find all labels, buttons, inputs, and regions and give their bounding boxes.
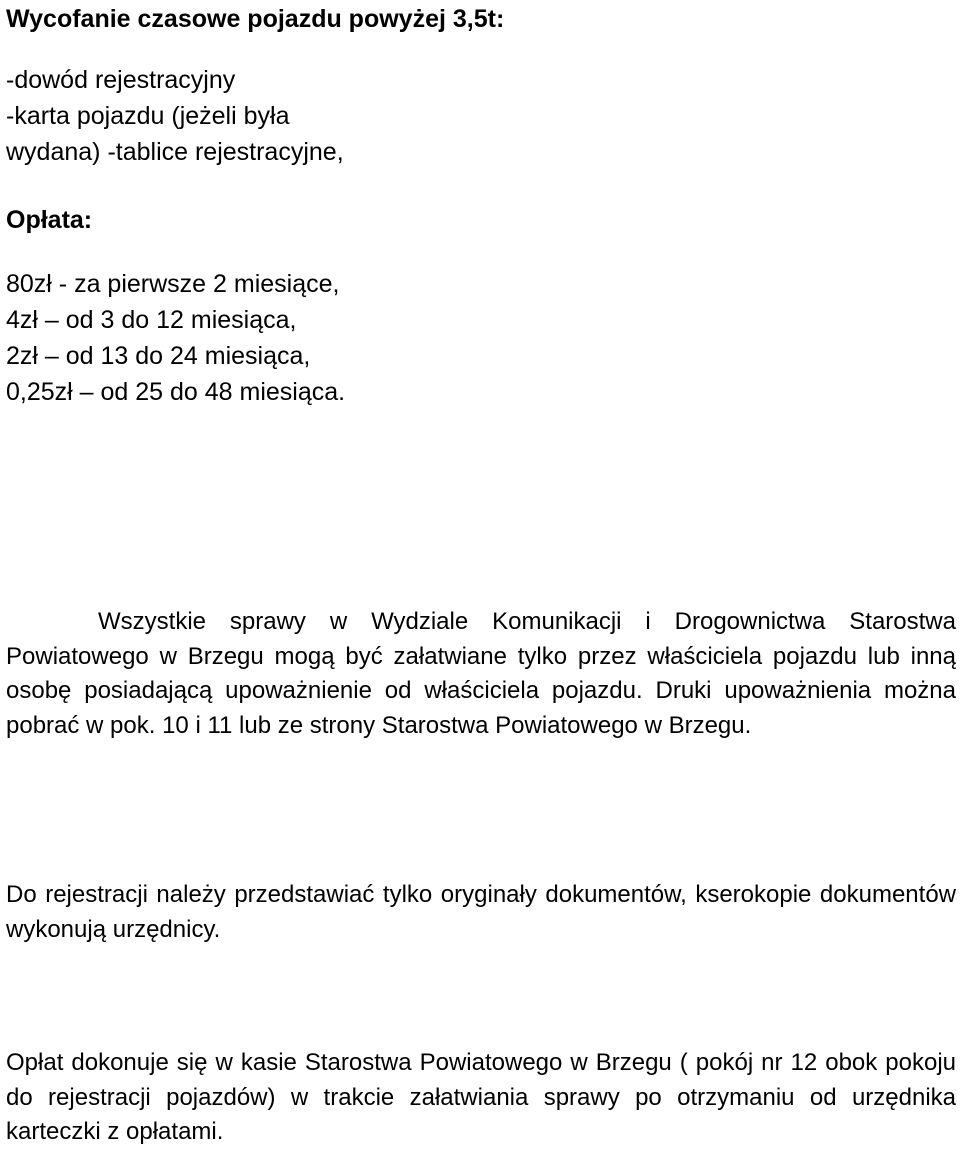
page-title: Wycofanie czasowe pojazdu powyżej 3,5t: <box>6 5 505 33</box>
document-item: -karta pojazdu (jeżeli była <box>6 102 290 130</box>
fee-heading: Opłata: <box>6 206 93 234</box>
paragraph-payment: Opłat dokonuje się w kasie Starostwa Powiatowego w Brzegu ( pokój nr 12 obok pokoju do rejestracji pojazdów) w trakcie załatwiania sprawy po otrzymaniu od urzędnika karteczki z opłatami. <box>6 1049 956 1145</box>
document-item: -dowód rejestracyjny <box>6 66 236 94</box>
fee-item: 2zł – od 13 do 24 miesiąca, <box>6 342 311 370</box>
fee-item: 4zł – od 3 do 12 miesiąca, <box>6 306 297 334</box>
document-item: wydana) -tablice rejestracyjne, <box>6 138 344 166</box>
required-documents-list <box>6 62 344 170</box>
fee-list <box>6 266 345 410</box>
fee-item: 0,25zł – od 25 do 48 miesiąca. <box>6 378 346 406</box>
fee-item: 80zł - za pierwsze 2 miesiące, <box>6 270 340 298</box>
paragraph-originals: Do rejestracji należy przedstawiać tylko oryginały dokumentów, kserokopie dokumentów wykonują urzędnicy. <box>6 881 956 943</box>
paragraph-authorization: Wszystkie sprawy w Wydziale Komunikacji i Drogownictwa Starostwa Powiatowego w Brzegu mogą być załatwiane tylko przez właściciela pojazdu lub inną osobę posiadającą upoważnienie od właściciela pojazdu. Druki upoważnienia można pobrać w pok. 10 i 11 lub ze strony Starostwa Powiatowego w Brzegu. <box>6 608 956 739</box>
